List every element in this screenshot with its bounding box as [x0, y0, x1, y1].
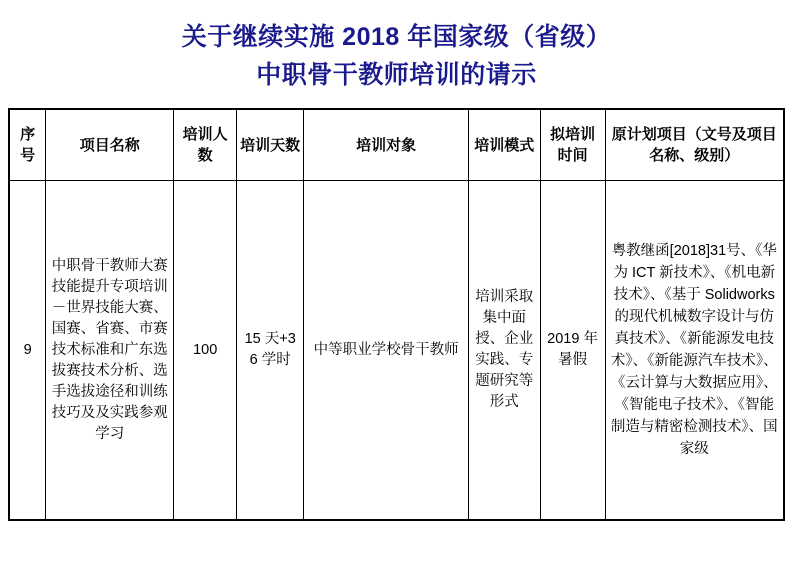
column-header-target: 培训对象	[304, 109, 469, 181]
cell-seq: 9	[9, 181, 46, 521]
cell-mode	[469, 181, 541, 521]
column-header-days: 培训天数	[237, 109, 304, 181]
cell-original-plan-text: 粤教继函[2018]31号、《华为 ICT 新技术》、《机电新技术》、《基于 Solidworks 的现代机械数字设计与仿真技术》、《新能源发电技术》、《新能源汽车技术》、《云计算与大数据应用》、《智能电子技术》、《智能制造与精密检测技术》、国家级	[610, 243, 778, 457]
cell-time-text: 2019 年暑假	[547, 331, 598, 368]
column-header-count: 培训人数	[174, 109, 237, 181]
cell-project-name	[46, 181, 174, 521]
column-header-original-plan: 原计划项目（文号及项目名称、级别）	[605, 109, 784, 181]
table-body	[9, 181, 784, 521]
cell-days	[237, 181, 304, 521]
cell-time	[540, 181, 605, 521]
page-title-line-2: 中职骨干教师培训的请示	[256, 61, 537, 89]
cell-mode-text: 培训采取集中面授、企业实践、专题研究等形式	[475, 289, 534, 410]
table-container	[0, 94, 793, 521]
column-header-mode: 培训模式	[469, 109, 541, 181]
training-plan-table	[8, 108, 785, 521]
table-row	[9, 181, 784, 521]
cell-target	[304, 181, 469, 521]
table-header-row	[9, 109, 784, 181]
page-title-line-1: 关于继续实施 2018 年国家级（省级）	[181, 23, 612, 51]
column-header-time: 拟培训时间	[540, 109, 605, 181]
cell-target-text: 中等职业学校骨干教师	[313, 341, 459, 358]
cell-count: 100	[174, 181, 237, 521]
cell-days-text: 15 天+36 学时	[244, 331, 296, 368]
table-head	[9, 109, 784, 181]
page-title	[0, 0, 793, 94]
column-header-seq: 序号	[9, 109, 46, 181]
column-header-project-name: 项目名称	[46, 109, 174, 181]
cell-project-name-text: 中职骨干教师大赛技能提升专项培训－世界技能大赛、国赛、省赛、市赛技术标准和广东选拔赛技术分析、选手选拔途径和训练技巧及及实践参观学习	[51, 257, 168, 442]
cell-original-plan	[605, 181, 784, 521]
